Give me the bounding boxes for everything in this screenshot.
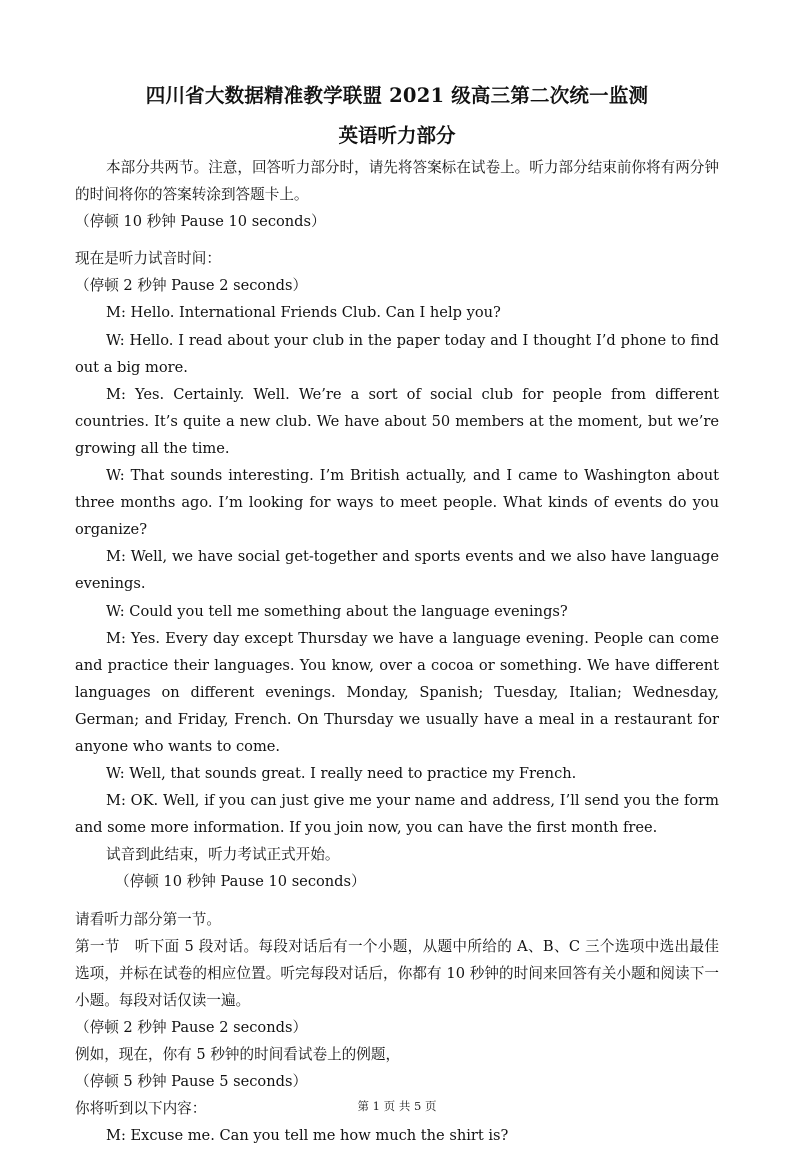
pause-note: （停顿 5 秒钟 Pause 5 seconds） <box>75 1073 308 1091</box>
section-intro: 请看听力部分第一节。 <box>75 910 221 928</box>
dialogue-line: M: Yes. Certainly. Well. We’re a sort of social club for people from different countries. It’s quite a new club. We have about 50 members at the moment, but we’re growing all the time. <box>75 385 719 457</box>
section-one-instructions: 第一节 听下面 5 段对话。每段对话后有一个小题，从题中所给的 A、B、C 三个选项中选出最佳选项，并标在试卷的相应位置。听完每段对话后，你都有 10 秒钟的时间来回答有关小题和阅读下一小题。每段对话仅读一遍。 <box>75 937 719 1009</box>
dialogue-line: M: OK. Well, if you can just give me your name and address, I’ll send you the form and some more information. If you join now, you can have the first month free. <box>75 792 719 837</box>
document-title: 四川省大数据精准教学联盟 2021 级高三第二次统一监测 <box>145 84 649 107</box>
dialogue-line: M: Yes. Every day except Thursday we have a language evening. People can come and practice their languages. You know, over a cocoa or something. We have different languages on different evenings. Monday, Spanish; Tuesday, Italian; Wednesday, German; and Friday, French. On Thursday we usually have a meal in a restaurant for anyone who wants to come. <box>75 629 719 755</box>
dialogue-line: M: Excuse me. Can you tell me how much the shirt is? <box>106 1127 509 1145</box>
pause-note: （停顿 10 秒钟 Pause 10 seconds） <box>115 873 366 891</box>
page-footer: 第 1 页 共 5 页 <box>357 1099 437 1113</box>
trial-intro: 现在是听力试音时间： <box>75 250 221 268</box>
dialogue-line: W: Hello. I read about your club in the paper today and I thought I’d phone to find out a big more. <box>75 331 719 376</box>
instructions-paragraph: 本部分共两节。注意，回答听力部分时，请先将答案标在试卷上。听力部分结束前你将有两分钟的时间将你的答案转涂到答题卡上。 <box>75 159 719 204</box>
dialogue-line: M: Hello. International Friends Club. Can I help you? <box>106 304 501 322</box>
section-subtitle: 英语听力部分 <box>338 124 456 147</box>
listening-intro: 你将听到以下内容： <box>75 1100 207 1118</box>
example-intro: 例如，现在，你有 5 秒钟的时间看试卷上的例题， <box>75 1046 401 1063</box>
dialogue-line: M: Well, we have social get-together and sports events and we also have language evenings. <box>75 548 719 593</box>
dialogue-line: W: Could you tell me something about the language evenings? <box>106 602 568 620</box>
trial-end-note: 试音到此结束，听力考试正式开始。 <box>106 846 340 864</box>
pause-note: （停顿 10 秒钟 Pause 10 seconds） <box>75 213 326 231</box>
pause-note: （停顿 2 秒钟 Pause 2 seconds） <box>75 277 308 295</box>
pause-note: （停顿 2 秒钟 Pause 2 seconds） <box>75 1018 308 1036</box>
dialogue-line: W: That sounds interesting. I’m British actually, and I came to Washington about three months ago. I’m looking for ways to meet people. What kinds of events do you organize? <box>75 467 719 539</box>
dialogue-line: W: Well, that sounds great. I really need to practice my French. <box>106 765 577 783</box>
